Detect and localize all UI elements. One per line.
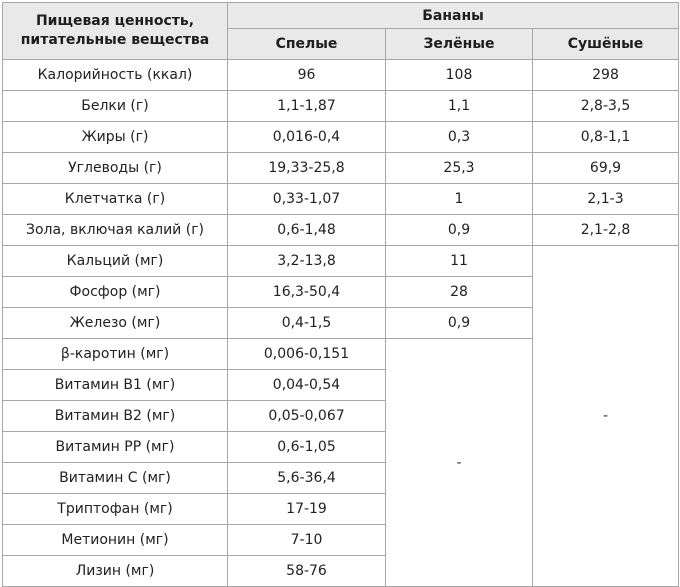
cell-ripe: 0,6-1,05 [228,432,386,463]
table-row [3,60,679,91]
row-label: Лизин (мг) [3,556,228,587]
row-label: Витамин B1 (мг) [3,370,228,401]
cell-green: 11 [386,246,533,277]
table-row [3,215,679,246]
row-label: β-каротин (мг) [3,339,228,370]
row-label: Витамин PP (мг) [3,432,228,463]
row-label: Зола, включая калий (г) [3,215,228,246]
corner-header [3,3,228,60]
cell-ripe: 0,4-1,5 [228,308,386,339]
cell-ripe: 0,04-0,54 [228,370,386,401]
cell-ripe: 58-76 [228,556,386,587]
corner-header-line2: питательные вещества [20,32,210,48]
row-label: Жиры (г) [3,122,228,153]
green-empty-cell: - [386,339,533,587]
corner-header-line1: Пищевая ценность, [35,13,195,29]
cell-ripe: 1,1-1,87 [228,91,386,122]
cell-ripe: 0,016-0,4 [228,122,386,153]
cell-ripe: 3,2-13,8 [228,246,386,277]
table-row [3,184,679,215]
cell-green: 0,3 [386,122,533,153]
cell-ripe: 0,05-0,067 [228,401,386,432]
cell-dried: 2,1-3 [533,184,679,215]
table-row [3,122,679,153]
cell-ripe: 7-10 [228,525,386,556]
group-header-bananas: Бананы [228,3,679,29]
row-label: Углеводы (г) [3,153,228,184]
cell-ripe: 0,006-0,151 [228,339,386,370]
row-label: Фосфор (мг) [3,277,228,308]
row-label: Метионин (мг) [3,525,228,556]
cell-ripe: 16,3-50,4 [228,277,386,308]
cell-ripe: 0,33-1,07 [228,184,386,215]
cell-dried: 2,1-2,8 [533,215,679,246]
cell-green: 1 [386,184,533,215]
column-header-ripe: Спелые [228,29,386,60]
dried-empty-cell: - [533,246,679,587]
cell-ripe: 19,33-25,8 [228,153,386,184]
cell-dried: 2,8-3,5 [533,91,679,122]
cell-ripe: 5,6-36,4 [228,463,386,494]
row-label: Калорийность (ккал) [3,60,228,91]
column-header-green: Зелёные [386,29,533,60]
row-label: Клетчатка (г) [3,184,228,215]
cell-green: 0,9 [386,215,533,246]
row-label: Витамин C (мг) [3,463,228,494]
cell-dried: 0,8-1,1 [533,122,679,153]
row-label: Триптофан (мг) [3,494,228,525]
row-label: Железо (мг) [3,308,228,339]
cell-ripe: 17-19 [228,494,386,525]
header-row-1 [3,3,679,29]
cell-ripe: 0,6-1,48 [228,215,386,246]
cell-green: 0,9 [386,308,533,339]
cell-green: 25,3 [386,153,533,184]
row-label: Кальций (мг) [3,246,228,277]
row-label: Белки (г) [3,91,228,122]
nutrition-table [2,2,679,587]
cell-green: 28 [386,277,533,308]
row-label: Витамин B2 (мг) [3,401,228,432]
table-row [3,91,679,122]
column-header-dried: Сушёные [533,29,679,60]
table-row [3,153,679,184]
cell-ripe: 96 [228,60,386,91]
cell-dried: 298 [533,60,679,91]
cell-green: 1,1 [386,91,533,122]
table-row [3,246,679,277]
cell-green: 108 [386,60,533,91]
cell-dried: 69,9 [533,153,679,184]
